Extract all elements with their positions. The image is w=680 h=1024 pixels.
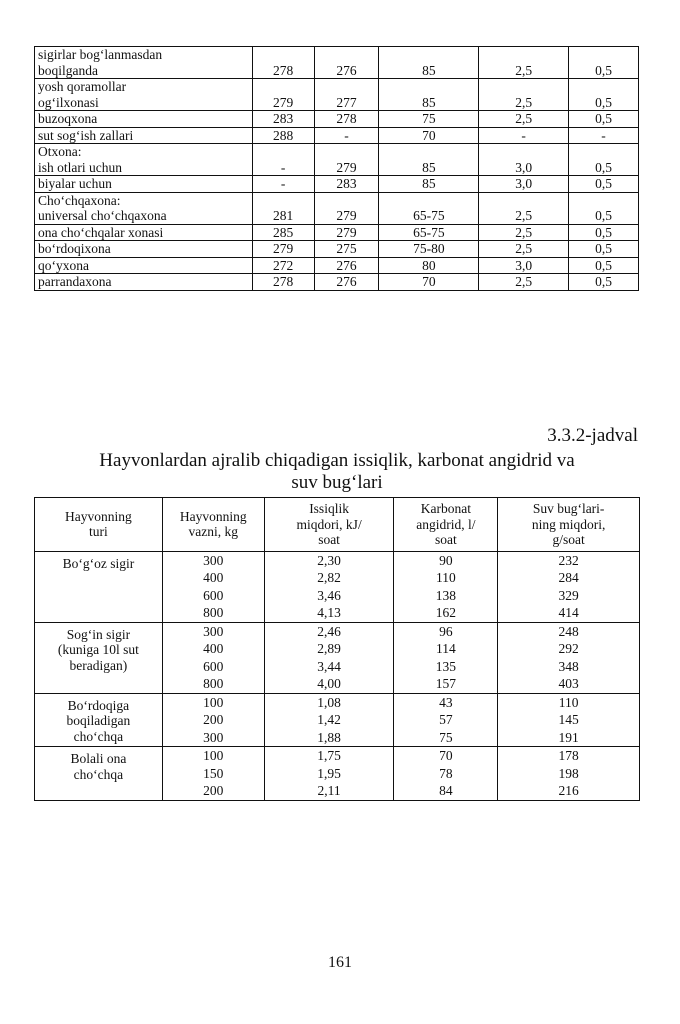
value-cell: 600 xyxy=(162,658,264,676)
value-cell: 75-80 xyxy=(379,241,479,258)
value-cell: 200 xyxy=(162,782,264,800)
value-cell: 75 xyxy=(379,111,479,128)
value-cell: 85 xyxy=(379,176,479,193)
value-cell: 288 xyxy=(252,127,314,144)
value-cell: 178 xyxy=(498,747,640,765)
cell-text-line: miqdori, kJ/ xyxy=(296,516,362,532)
value-cell: 800 xyxy=(162,675,264,693)
value-cell: 70 xyxy=(379,274,479,291)
cell-text-line: biyalar uchun xyxy=(38,176,112,191)
cell-text-line: angidrid, l/ xyxy=(416,516,476,532)
value-cell: 403 xyxy=(498,675,640,693)
value-cell: 216 xyxy=(498,782,640,800)
table-row xyxy=(35,144,639,176)
value-cell: 96 xyxy=(394,622,498,640)
value-cell: 90 xyxy=(394,551,498,569)
cell-text-line: Otxona: xyxy=(38,144,82,159)
value-cell: 232 xyxy=(498,551,640,569)
value-cell: 1,75 xyxy=(264,747,394,765)
value-cell: 78 xyxy=(394,765,498,783)
value-cell: 0,5 xyxy=(569,241,639,258)
table-row xyxy=(35,111,639,128)
room-type-cell xyxy=(35,79,253,111)
table-row xyxy=(35,192,639,224)
column-header xyxy=(264,498,394,552)
value-cell: 277 xyxy=(314,79,379,111)
table-row xyxy=(35,693,640,711)
cell-text-line: Suv bug‘lari- xyxy=(532,501,605,516)
value-cell: 4,13 xyxy=(264,604,394,622)
value-cell: 279 xyxy=(252,241,314,258)
value-cell: 281 xyxy=(252,192,314,224)
room-type-cell xyxy=(35,241,253,258)
table-row xyxy=(35,257,639,274)
room-type-cell xyxy=(35,274,253,291)
animal-emissions-table xyxy=(34,497,640,801)
cell-text-line: Hayvonning xyxy=(179,508,247,524)
animal-type-cell xyxy=(35,551,163,622)
cell-text-line: cho‘chqa xyxy=(73,766,124,782)
room-type-cell xyxy=(35,144,253,176)
value-cell: 57 xyxy=(394,711,498,729)
value-cell: 2,11 xyxy=(264,782,394,800)
value-cell: 135 xyxy=(394,658,498,676)
value-cell: 1,88 xyxy=(264,729,394,747)
value-cell: 2,5 xyxy=(479,224,569,241)
value-cell: 348 xyxy=(498,658,640,676)
cell-text-line: Hayvonning xyxy=(65,508,132,524)
value-cell: 100 xyxy=(162,693,264,711)
value-cell: 3,44 xyxy=(264,658,394,676)
table-row xyxy=(35,241,639,258)
room-type-cell xyxy=(35,47,253,79)
value-cell: 85 xyxy=(379,79,479,111)
cell-text-line: parrandaxona xyxy=(38,274,112,289)
value-cell: 150 xyxy=(162,765,264,783)
value-cell: 800 xyxy=(162,604,264,622)
cell-text-line: cho‘chqa xyxy=(73,728,124,744)
value-cell: 43 xyxy=(394,693,498,711)
cell-text-line: ish otlari uchun xyxy=(38,159,122,175)
value-cell: 3,0 xyxy=(479,176,569,193)
table-row xyxy=(35,622,640,640)
value-cell: 2,5 xyxy=(479,274,569,291)
value-cell: 0,5 xyxy=(569,111,639,128)
cell-text-line: soat xyxy=(434,532,457,547)
value-cell: 70 xyxy=(394,747,498,765)
value-cell: 0,5 xyxy=(569,274,639,291)
value-cell: - xyxy=(569,127,639,144)
cell-text-line: yosh qoramollar xyxy=(38,79,127,94)
value-cell: 70 xyxy=(379,127,479,144)
value-cell: 400 xyxy=(162,569,264,587)
cell-text-line: Bo‘rdoqiga xyxy=(67,697,130,713)
value-cell: 145 xyxy=(498,711,640,729)
value-cell: 162 xyxy=(394,604,498,622)
value-cell: 0,5 xyxy=(569,47,639,79)
cell-text-line: bo‘rdoqixona xyxy=(38,241,111,256)
value-cell: 2,5 xyxy=(479,47,569,79)
value-cell: 300 xyxy=(162,551,264,569)
value-cell: 292 xyxy=(498,640,640,658)
cell-text-line: ona cho‘chqalar xonasi xyxy=(38,224,164,240)
cell-text-line: Karbonat xyxy=(420,501,471,516)
value-cell: 279 xyxy=(314,192,379,224)
value-cell: - xyxy=(479,127,569,144)
cell-text-line: buzoqxona xyxy=(38,111,98,126)
table-title-line: Hayvonlardan ajralib chiqadigan issiqlik, karbonat angidrid va xyxy=(99,450,575,471)
value-cell: 1,95 xyxy=(264,765,394,783)
value-cell: 275 xyxy=(314,241,379,258)
value-cell: 414 xyxy=(498,604,640,622)
value-cell: 300 xyxy=(162,729,264,747)
column-header xyxy=(35,498,163,552)
table-title-line: suv bug‘lari xyxy=(291,472,383,493)
value-cell: 3,46 xyxy=(264,587,394,605)
column-header xyxy=(162,498,264,552)
value-cell: 2,5 xyxy=(479,241,569,258)
value-cell: 2,89 xyxy=(264,640,394,658)
room-type-cell xyxy=(35,111,253,128)
cell-text-line: sigirlar bog‘lanmasdan xyxy=(38,47,163,62)
table-title xyxy=(34,450,640,494)
value-cell: 276 xyxy=(314,274,379,291)
cell-text-line: (kuniga 10l sut xyxy=(57,642,139,657)
value-cell: 276 xyxy=(314,47,379,79)
value-cell: 65-75 xyxy=(379,192,479,224)
table-row xyxy=(35,224,639,241)
value-cell: 198 xyxy=(498,765,640,783)
value-cell: 300 xyxy=(162,622,264,640)
value-cell: 0,5 xyxy=(569,224,639,241)
value-cell: 285 xyxy=(252,224,314,241)
animal-type-cell xyxy=(35,747,163,801)
value-cell: - xyxy=(314,127,379,144)
cell-text-line: universal cho‘chqaxona xyxy=(38,208,167,223)
value-cell: 400 xyxy=(162,640,264,658)
value-cell: 85 xyxy=(379,144,479,176)
value-cell: 278 xyxy=(252,47,314,79)
value-cell: 0,5 xyxy=(569,192,639,224)
table-row xyxy=(35,176,639,193)
cell-text-line: Bolali ona xyxy=(70,751,127,766)
value-cell: 4,00 xyxy=(264,675,394,693)
cell-text-line: sut sog‘ish zallari xyxy=(38,127,134,143)
cell-text-line: boqiladigan xyxy=(66,713,131,728)
value-cell: 272 xyxy=(252,257,314,274)
value-cell: 278 xyxy=(252,274,314,291)
animal-type-cell xyxy=(35,622,163,693)
value-cell: 278 xyxy=(314,111,379,128)
value-cell: 276 xyxy=(314,257,379,274)
room-type-cell xyxy=(35,127,253,144)
cell-text-line: qo‘yxona xyxy=(38,257,89,273)
value-cell: 2,5 xyxy=(479,192,569,224)
value-cell: 2,5 xyxy=(479,79,569,111)
cell-text-line: Bo‘g‘oz sigir xyxy=(62,555,135,571)
value-cell: 200 xyxy=(162,711,264,729)
value-cell: 0,5 xyxy=(569,257,639,274)
value-cell: 279 xyxy=(314,144,379,176)
value-cell: 157 xyxy=(394,675,498,693)
value-cell: 284 xyxy=(498,569,640,587)
cell-text-line: Sog‘in sigir xyxy=(66,626,131,642)
cell-text-line: Cho‘chqaxona: xyxy=(38,192,121,208)
cell-text-line: turi xyxy=(89,524,108,540)
column-header xyxy=(498,498,640,552)
room-type-cell xyxy=(35,257,253,274)
value-cell: 100 xyxy=(162,747,264,765)
value-cell: 2,30 xyxy=(264,551,394,569)
value-cell: 1,42 xyxy=(264,711,394,729)
cell-text-line: g/soat xyxy=(552,532,585,547)
value-cell: 114 xyxy=(394,640,498,658)
table-row xyxy=(35,47,639,79)
value-cell: 191 xyxy=(498,729,640,747)
value-cell: 138 xyxy=(394,587,498,605)
table-row xyxy=(35,274,639,291)
cell-text-line: beradigan) xyxy=(69,657,128,673)
value-cell: 1,08 xyxy=(264,693,394,711)
room-type-cell xyxy=(35,224,253,241)
value-cell: 0,5 xyxy=(569,176,639,193)
table-row xyxy=(35,747,640,765)
cell-text-line: vazni, kg xyxy=(188,524,238,540)
table-row xyxy=(35,79,639,111)
value-cell: 110 xyxy=(394,569,498,587)
value-cell: 110 xyxy=(498,693,640,711)
cell-text-line: Issiqlik xyxy=(309,501,349,516)
value-cell: 0,5 xyxy=(569,79,639,111)
value-cell: 80 xyxy=(379,257,479,274)
value-cell: 85 xyxy=(379,47,479,79)
cell-text-line: og‘ilxonasi xyxy=(38,94,99,110)
value-cell: - xyxy=(252,176,314,193)
table-row xyxy=(35,127,639,144)
value-cell: 2,82 xyxy=(264,569,394,587)
value-cell: 2,5 xyxy=(479,111,569,128)
value-cell: 283 xyxy=(314,176,379,193)
value-cell: 75 xyxy=(394,729,498,747)
value-cell: 3,0 xyxy=(479,144,569,176)
ventilation-temperature-table xyxy=(34,46,639,291)
value-cell: 283 xyxy=(252,111,314,128)
value-cell: 248 xyxy=(498,622,640,640)
column-header xyxy=(394,498,498,552)
value-cell: 84 xyxy=(394,782,498,800)
value-cell: 600 xyxy=(162,587,264,605)
page-number: 161 xyxy=(328,954,352,971)
value-cell: 279 xyxy=(314,224,379,241)
cell-text-line: boqilganda xyxy=(38,62,98,78)
cell-text-line: ning miqdori, xyxy=(531,516,606,532)
room-type-cell xyxy=(35,192,253,224)
value-cell: 2,46 xyxy=(264,622,394,640)
value-cell: 3,0 xyxy=(479,257,569,274)
room-type-cell xyxy=(35,176,253,193)
animal-type-cell xyxy=(35,693,163,747)
value-cell: 329 xyxy=(498,587,640,605)
table-row xyxy=(35,551,640,569)
value-cell: 65-75 xyxy=(379,224,479,241)
value-cell: 0,5 xyxy=(569,144,639,176)
cell-text-line: soat xyxy=(318,532,340,547)
value-cell: 279 xyxy=(252,79,314,111)
table-caption: 3.3.2-jadval xyxy=(547,425,638,446)
value-cell: - xyxy=(252,144,314,176)
